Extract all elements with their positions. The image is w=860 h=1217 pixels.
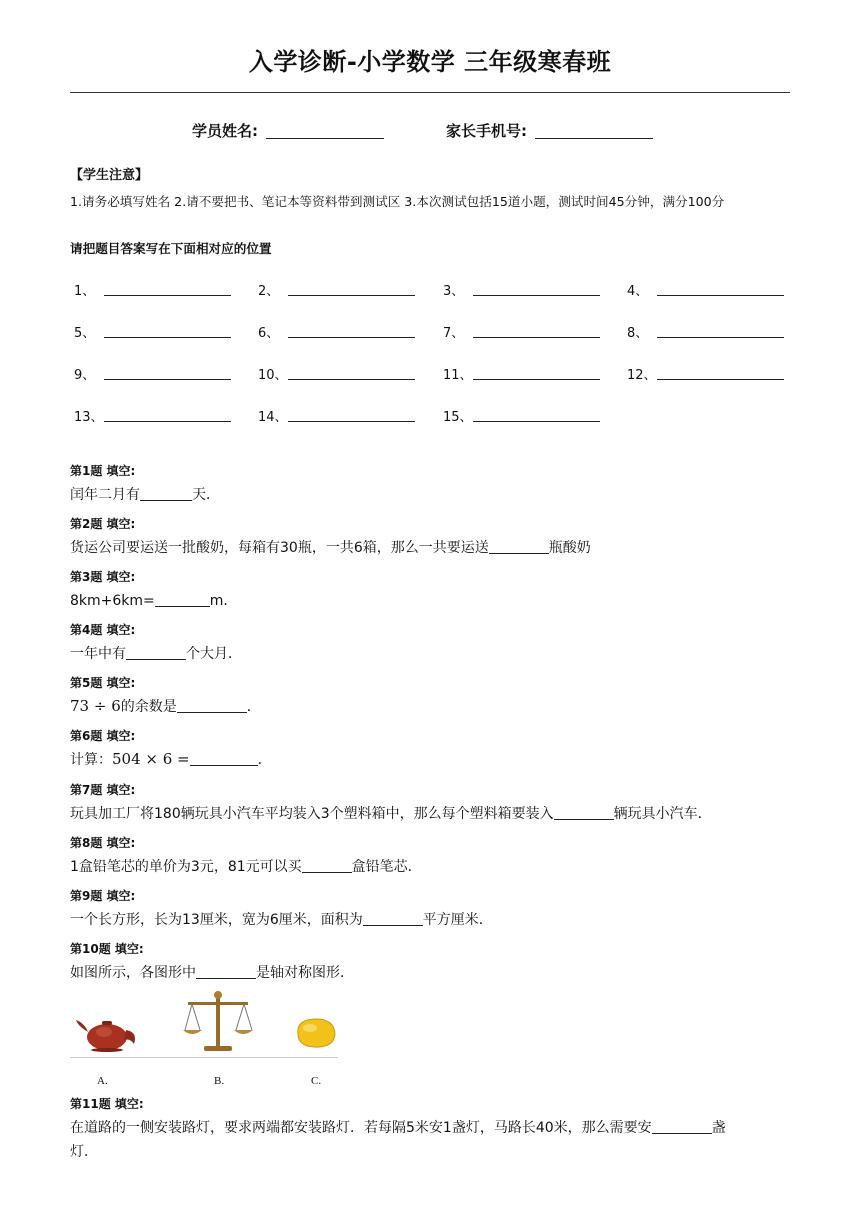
answer-line[interactable] [288, 366, 415, 380]
answer-line[interactable] [473, 282, 600, 296]
question-3: 第3题 填空: 8km+6km= m． [70, 570, 238, 609]
page-title: 入学诊断-小学数学 三年级寒春班 [248, 48, 612, 76]
question-heading: 第9题 填空: [70, 889, 136, 903]
answer-slot-2[interactable] [258, 280, 415, 299]
answer-blank[interactable] [652, 1120, 712, 1134]
answer-line[interactable] [104, 366, 231, 380]
question-heading: 第1题 填空: [70, 464, 136, 478]
question-heading: 第6题 填空: [70, 729, 136, 743]
student-name-label: 学员姓名: [192, 122, 258, 140]
answer-number: 5、 [74, 326, 96, 341]
answer-blank[interactable] [196, 965, 256, 979]
answer-line[interactable] [104, 282, 231, 296]
answer-slot-9[interactable] [74, 364, 231, 383]
answer-number: 2、 [258, 284, 280, 299]
balance-scale-icon [182, 990, 254, 1054]
question-heading: 第7题 填空: [70, 783, 136, 797]
math-expression: 73 ÷ 6 [70, 697, 121, 715]
answer-number: 3、 [443, 284, 465, 299]
title-divider [70, 92, 790, 93]
parent-phone-blank[interactable] [535, 123, 653, 139]
question-8: 第8题 填空: 1盒铅笔芯的单价为3元，81元可以买 盒铅笔芯． [70, 836, 422, 875]
answer-blank[interactable] [489, 540, 549, 554]
figure-label-c: C. [311, 1075, 322, 1087]
answer-line[interactable] [104, 408, 231, 422]
answer-slot-10[interactable] [258, 364, 415, 383]
question-7: 第7题 填空: 玩具加工厂将180辆玩具小汽车平均装入3个塑料箱中，那么每个塑料箱要装入 辆玩具小汽车． [70, 783, 712, 822]
answer-number: 11、 [443, 368, 473, 383]
answer-blank[interactable] [190, 752, 258, 766]
answer-line[interactable] [473, 324, 600, 338]
answer-line[interactable] [288, 408, 415, 422]
answer-number: 10、 [258, 368, 288, 383]
question-heading: 第3题 填空: [70, 570, 136, 584]
answer-line[interactable] [473, 408, 600, 422]
question-heading: 第5题 填空: [70, 676, 136, 690]
question-9: 第9题 填空: 一个长方形，长为13厘米，宽为6厘米，面积为 平方厘米． [70, 889, 493, 928]
answer-blank[interactable] [363, 912, 423, 926]
answer-slot-3[interactable] [443, 280, 600, 299]
question-10-figure [70, 988, 338, 1058]
answer-slot-11[interactable] [443, 364, 600, 383]
answer-line[interactable] [657, 324, 784, 338]
answer-slot-13[interactable] [74, 406, 231, 425]
answer-line[interactable] [104, 324, 231, 338]
answer-blank[interactable] [126, 646, 186, 660]
math-expression: 504 × 6 = [112, 750, 190, 768]
answer-number: 6、 [258, 326, 280, 341]
parent-phone-field[interactable] [446, 120, 653, 141]
answer-slot-4[interactable] [627, 280, 784, 299]
question-5: 第5题 填空: 73 ÷ 6的余数是 ． [70, 676, 261, 715]
teapot-icon [74, 1016, 140, 1052]
notice-text: 1.请务必填写姓名 2.请不要把书、笔记本等资料带到测试区 3.本次测试包括15道小题，测试时间45分钟，满分100分 [70, 194, 725, 209]
question-heading: 第4题 填空: [70, 623, 136, 637]
question-heading: 第8题 填空: [70, 836, 136, 850]
question-1: 第1题 填空: 闰年二月有 天． [70, 464, 220, 503]
answer-slot-7[interactable] [443, 322, 600, 341]
student-name-blank[interactable] [266, 123, 384, 139]
answer-slot-5[interactable] [74, 322, 231, 341]
notice-heading: 【学生注意】 [70, 168, 149, 183]
answer-line[interactable] [657, 366, 784, 380]
answer-slot-12[interactable] [627, 364, 784, 383]
question-heading: 第10题 填空: [70, 942, 144, 956]
parent-phone-label: 家长手机号: [446, 122, 527, 140]
figure-label-b: B. [214, 1075, 225, 1087]
answer-number: 7、 [443, 326, 465, 341]
answer-slot-1[interactable] [74, 280, 231, 299]
answer-heading: 请把题目答案写在下面相对应的位置 [70, 241, 272, 256]
question-heading: 第2题 填空: [70, 517, 136, 531]
student-name-field[interactable] [192, 120, 384, 141]
question-2: 第2题 填空: 货运公司要运送一批酸奶，每箱有30瓶，一共6箱，那么一共要运送 瓶酸奶 [70, 517, 591, 556]
mango-icon [292, 1016, 338, 1050]
answer-line[interactable] [288, 324, 415, 338]
answer-line[interactable] [657, 282, 784, 296]
question-11: 第11题 填空: 在道路的一侧安装路灯，要求两端都安装路灯．若每隔5米安1盏灯，马路长40米，那么需要安 盏 灯． [70, 1097, 726, 1160]
answer-slot-14[interactable] [258, 406, 415, 425]
figure-label-a: A. [97, 1075, 108, 1087]
answer-number: 8、 [627, 326, 649, 341]
answer-slot-15[interactable] [443, 406, 600, 425]
answer-number: 1、 [74, 284, 96, 299]
answer-number: 15、 [443, 410, 473, 425]
answer-number: 4、 [627, 284, 649, 299]
answer-blank[interactable] [302, 859, 352, 873]
answer-number: 14、 [258, 410, 288, 425]
answer-number: 12、 [627, 368, 657, 383]
answer-number: 9、 [74, 368, 96, 383]
answer-blank[interactable] [140, 487, 192, 501]
answer-line[interactable] [288, 282, 415, 296]
question-6: 第6题 填空: 计算：504 × 6 = ． [70, 729, 272, 768]
answer-slot-8[interactable] [627, 322, 784, 341]
answer-line[interactable] [473, 366, 600, 380]
answer-blank[interactable] [155, 593, 210, 607]
answer-blank[interactable] [177, 699, 247, 713]
question-10: 第10题 填空: 如图所示，各图形中 是轴对称图形． [70, 942, 354, 981]
question-4: 第4题 填空: 一年中有 个大月． [70, 623, 242, 662]
answer-number: 13、 [74, 410, 104, 425]
answer-blank[interactable] [554, 806, 614, 820]
question-heading: 第11题 填空: [70, 1097, 144, 1111]
answer-slot-6[interactable] [258, 322, 415, 341]
